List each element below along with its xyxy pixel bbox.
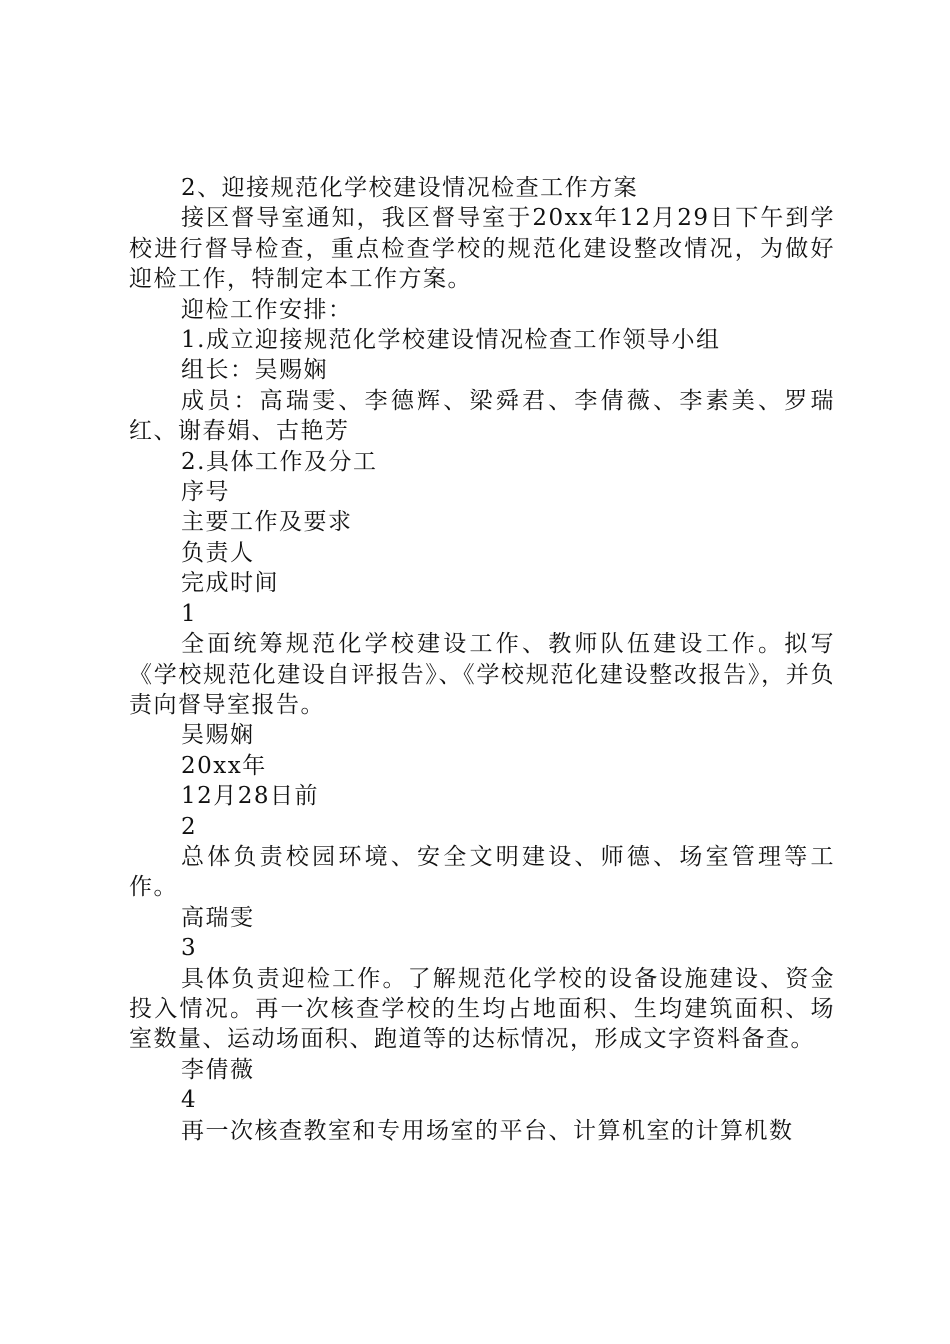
table-header-deadline: 完成时间 [181, 570, 279, 597]
section-heading: 2、迎接规范化学校建设情况检查工作方案 [181, 175, 639, 201]
table-header-owner: 负责人 [181, 539, 255, 566]
subheading-work-division: 2.具体工作及分工 [181, 448, 378, 475]
group-members: 成员：高瑞雯、李德辉、梁舜君、李倩薇、李素美、罗瑞红、谢春娟、古艳芳 [129, 387, 835, 445]
row-4-task: 再一次核查教室和专用场室的平台、计算机室的计算机数 [181, 1117, 794, 1144]
row-1-number: 1 [181, 600, 198, 627]
row-4-number: 4 [181, 1087, 198, 1114]
row-3-number: 3 [181, 935, 198, 962]
row-3-task: 具体负责迎检工作。了解规范化学校的设备设施建设、资金投入情况。再一次核查学校的生均占地面积、生均建筑面积、场室数量、运动场面积、跑道等的达标情况，形成文字资料备查。 [129, 965, 835, 1053]
row-1-deadline-year: 20xx年 [181, 752, 267, 779]
row-2-number: 2 [181, 813, 198, 840]
row-2-task: 总体负责校园环境、安全文明建设、师德、场室管理等工作。 [129, 843, 835, 901]
row-3-owner: 李倩薇 [181, 1056, 255, 1083]
intro-paragraph: 接区督导室通知，我区督导室于20xx年12月29日下午到学校进行督导检查，重点检查学校的规范化建设整改情况，为做好迎检工作，特制定本工作方案。 [129, 205, 835, 293]
row-1-task: 全面统筹规范化学校建设工作、教师队伍建设工作。拟写《学校规范化建设自评报告》、《学校规范化建设整改报告》，并负责向督导室报告。 [129, 631, 835, 718]
table-header-number: 序号 [181, 479, 230, 506]
arrangement-heading: 迎检工作安排： [181, 296, 353, 323]
group-leader: 组长：吴赐娴 [181, 357, 328, 384]
document-body [129, 173, 835, 1146]
subheading-leadership-group: 1.成立迎接规范化学校建设情况检查工作领导小组 [181, 327, 721, 354]
row-1-owner: 吴赐娴 [181, 722, 255, 749]
row-2-owner: 高瑞雯 [181, 904, 255, 931]
row-1-deadline-date: 12月28日前 [181, 783, 320, 810]
table-header-task: 主要工作及要求 [181, 509, 353, 536]
